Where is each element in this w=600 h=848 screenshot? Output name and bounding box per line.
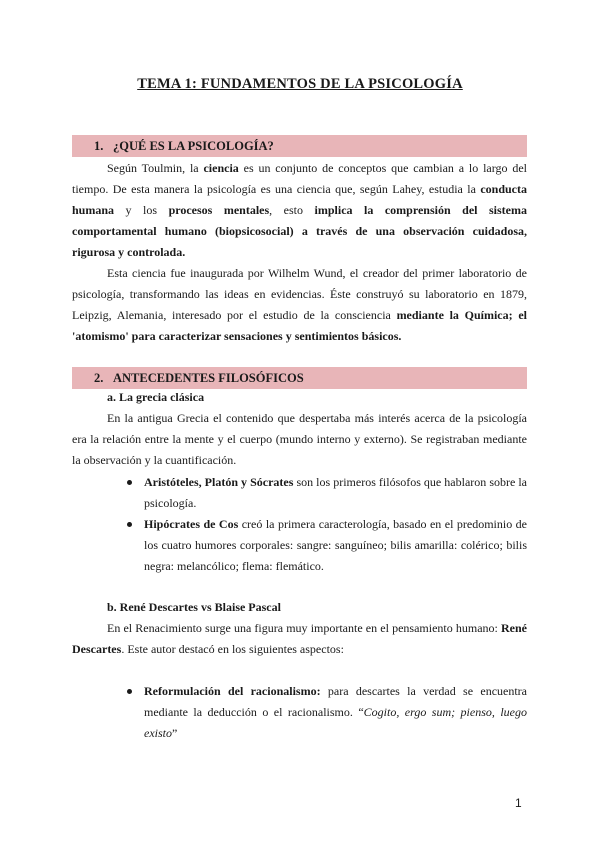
section-2-heading xyxy=(72,367,527,389)
section-1-number: 1. xyxy=(94,139,104,153)
section-2-paragraph-2: En el Renacimiento surge una figura muy importante en el pensamiento humano: René Descartes. Este autor destacó en los siguientes aspectos: xyxy=(72,621,527,656)
bullet-racionalismo-text: Reformulación del racionalismo: para descartes la verdad se encuentra mediante la deducción o el racionalismo. “Cogito, ergo sum; pienso, luego existo” xyxy=(144,684,527,740)
section-1-title: ¿QUÉ ES LA PSICOLOGÍA? xyxy=(113,139,274,153)
section-1-paragraph-1: Según Toulmin, la ciencia es un conjunto de conceptos que cambian a lo largo del tiempo. De esta manera la psicología es una ciencia que, según Lahey, estudia la conducta humana y los procesos mentales, esto implica la comprensión del sistema comportamental humano (biopsicosocial) a través de una observación cuidadosa, rigurosa y controlada. xyxy=(72,161,528,259)
bullet-hippocrates xyxy=(144,514,527,577)
subsection-b-title: b. René Descartes vs Blaise Pascal xyxy=(107,600,281,614)
section-2-paragraph-1: En la antigua Grecia el contenido que despertaba más interés acerca de la psicología era la relación entre la mente y el cuerpo (mundo interno y externo). Se registraban mediante la observación y la cuantificación. xyxy=(72,411,527,467)
bullet-racionalismo xyxy=(144,681,527,744)
bullet-dot xyxy=(127,522,132,527)
page-number: 1 xyxy=(515,796,522,810)
section-1-paragraph-2: Esta ciencia fue inaugurada por Wilhelm Wund, el creador del primer laboratorio de psicología, transformando las ideas en evidencias. Éste construyó su laboratorio en 1879, Leipzig, Alemania, interesado por el estudio de la consciencia mediante la Química; el 'atomismo' para caracterizar sensaciones y sentimientos básicos. xyxy=(72,266,527,343)
section-2-number: 2. xyxy=(94,371,104,385)
section-1-heading xyxy=(72,135,527,157)
bullet-dot xyxy=(127,480,132,485)
bullet-dot xyxy=(127,689,132,694)
section-2-title: ANTECEDENTES FILOSÓFICOS xyxy=(113,371,304,385)
document-title: TEMA 1: FUNDAMENTOS DE LA PSICOLOGÍA xyxy=(137,76,463,92)
bullet-philosophers-text: Aristóteles, Platón y Sócrates son los primeros filósofos que hablaron sobre la psicología. xyxy=(144,475,528,510)
bullet-hippocrates-text: Hipócrates de Cos creó la primera caracterología, basado en el predominio de los cuatro humores corporales: sangre: sanguíneo; bilis amarilla: colérico; bilis negra: melancólico; flema: flemático. xyxy=(144,517,528,573)
bullet-philosophers xyxy=(144,472,527,514)
subsection-a-title: a. La grecia clásica xyxy=(107,390,205,404)
